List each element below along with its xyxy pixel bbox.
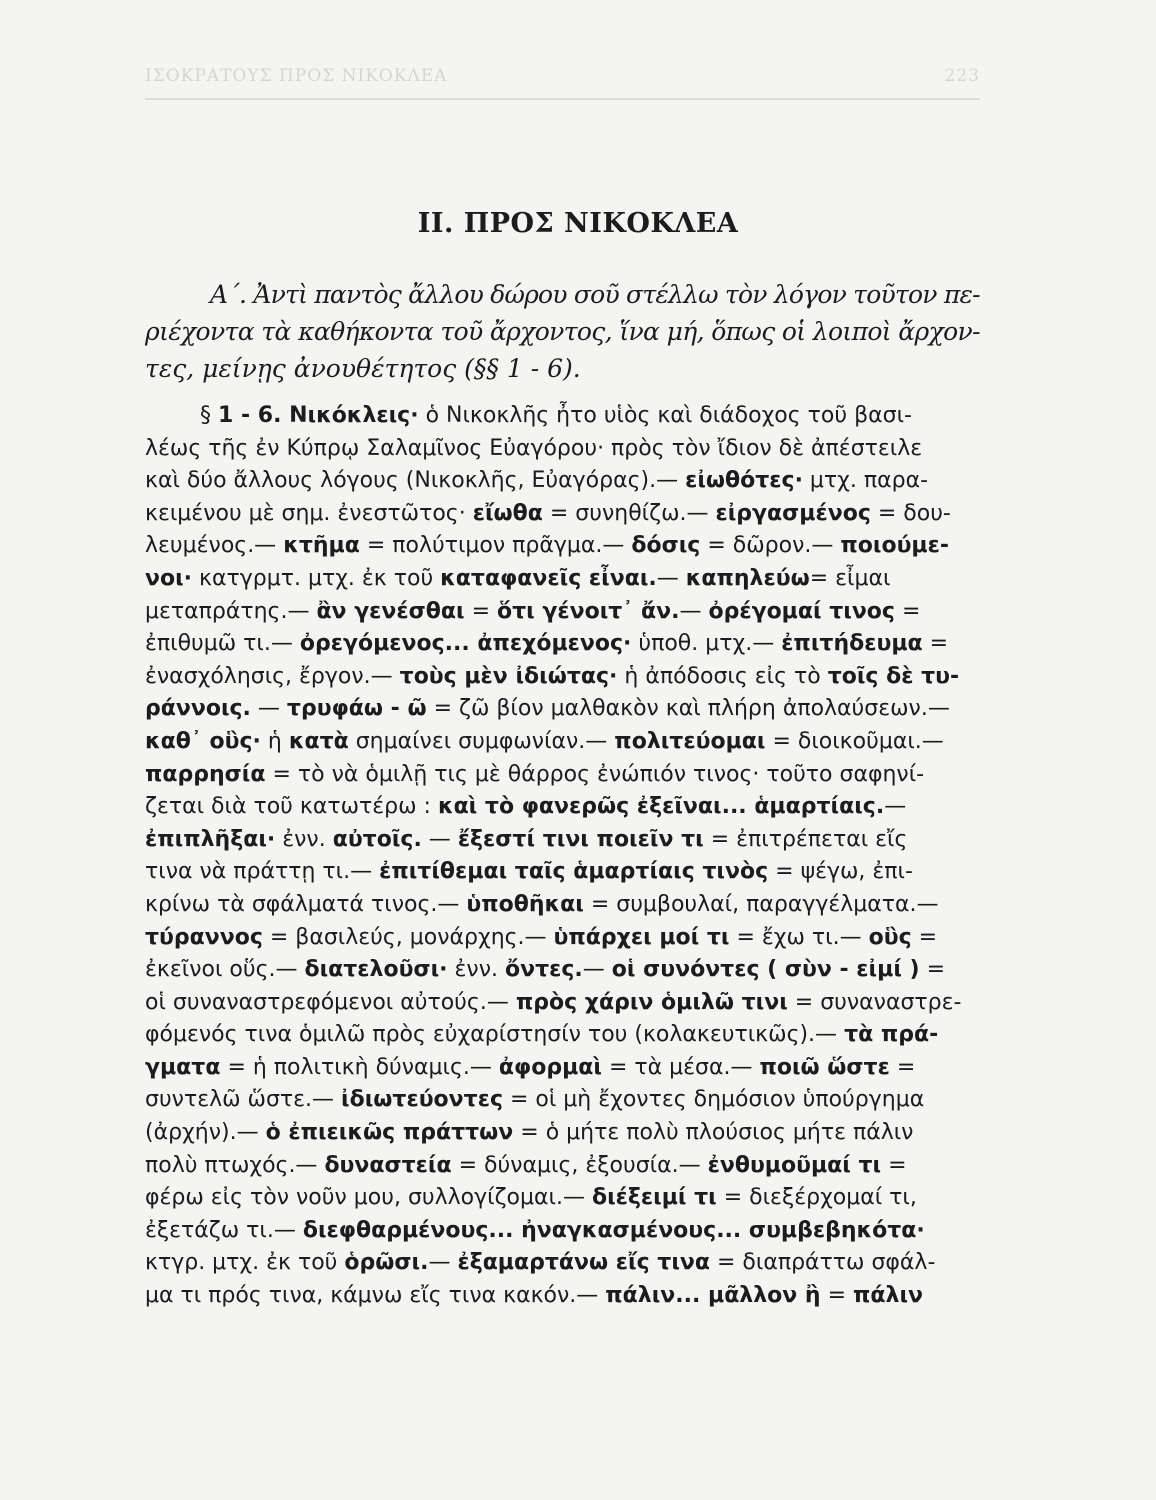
text-line	[145, 889, 990, 922]
gloss: ἐκεῖνοι οὕς.—	[145, 957, 305, 983]
gloss: φόμενός τινα ὁμιλῶ πρὸς εὐχαρίστησίν του (κολακευτικῶς).—	[145, 1022, 845, 1048]
text-line	[145, 954, 990, 987]
gloss: κειμένου μὲ σημ. ἐνεστῶτος·	[145, 500, 473, 526]
bleed-through-header	[145, 66, 980, 86]
lemma: πάλιν... μᾶλλον ἢ	[605, 1283, 821, 1309]
gloss: σημαίνει συμφωνίαν.—	[348, 728, 615, 754]
lemma: ὄντες.	[504, 957, 583, 983]
gloss: =	[922, 631, 949, 657]
gloss: ὁ Νικοκλῆς ἦτο υἱὸς καὶ διάδοχος τοῦ βασι-	[418, 403, 912, 428]
gloss: ἐνασχόλησις, ἔργον.—	[145, 663, 400, 689]
header-rule	[145, 98, 980, 100]
text-line	[145, 1117, 990, 1150]
lemma: παρρησία	[145, 761, 266, 787]
gloss: —	[421, 826, 458, 852]
text-line	[145, 1084, 990, 1117]
lemma: ὑπάρχει μοί τι	[553, 924, 730, 950]
gloss: = ὁ μήτε πολὺ πλούσιος μήτε πάλιν	[513, 1120, 914, 1146]
lemma: τοῖς δὲ τυ-	[827, 663, 960, 689]
gloss: = συναναστρε-	[787, 989, 962, 1015]
summary-line: Α΄. Ἀντὶ παντὸς ἄλλου δώρου σοῦ στέλλω τὸν λόγον τοῦτον πε-	[210, 280, 980, 309]
text-line	[145, 530, 990, 563]
lemma: ὁρῶσι.	[344, 1250, 429, 1276]
lemma: ἐπιτήδευμα	[781, 631, 923, 657]
gloss: —	[582, 957, 612, 983]
gloss: μα τι πρός τινα, κάμνω εἴς τινα κακόν.—	[145, 1283, 606, 1309]
gloss: = συμβουλαί, παραγγέλματα.—	[583, 891, 939, 917]
gloss: κτγρ. μτχ. ἐκ τοῦ	[145, 1250, 345, 1276]
lemma: ἰδιωτεύοντες	[341, 1087, 503, 1113]
gloss: ἐπιθυμῶ τι.—	[145, 631, 300, 657]
lemma: διεφθαρμένους... ἠναγκασμένους... συμβεβηκότα·	[302, 1217, 925, 1243]
summary-paragraph	[145, 276, 980, 387]
lemma: πολιτεύομαι	[614, 728, 766, 754]
text-line	[145, 433, 990, 466]
text-line	[145, 824, 990, 857]
lemma: ἐνθυμοῦμαί τι	[707, 1152, 882, 1178]
text-line	[145, 1215, 990, 1248]
lemma: ἀφορμαὶ	[498, 1054, 602, 1080]
gloss: = τὸ νὰ ὁμιλῇ τις μὲ θάρρος ἐνώπιόν τινος· τοῦτο σαφηνί-	[265, 761, 925, 787]
gloss: λέως τῆς ἐν Κύπρῳ Σαλαμῖνος Εὐαγόρου· πρὸς τὸν ἴδιον δὲ ἀπέστειλε	[145, 435, 923, 461]
gloss: = οἱ μὴ ἔχοντες δημόσιον ὑπούργημα	[502, 1087, 925, 1113]
lemma: αὐτοῖς.	[332, 826, 422, 852]
lemma: ποιούμε-	[840, 533, 949, 559]
lemma: τοὺς μὲν ἰδιώτας·	[399, 663, 618, 689]
lemma: καταφανεῖς εἶναι.	[440, 565, 657, 591]
lemma: κτῆμα	[283, 533, 360, 559]
gloss: —	[250, 696, 287, 722]
gloss: —	[679, 598, 709, 624]
text-line	[145, 1052, 990, 1085]
section-title: II. ΠΡΟΣ ΝΙΚΟΚΛΕΑ	[417, 208, 739, 239]
summary-line: τες, μείνῃς ἀνουθέτητος (§§ 1 - 6).	[145, 354, 581, 383]
text-line	[145, 563, 990, 596]
gloss: = βασιλεύς, μονάρχης.—	[262, 924, 554, 950]
gloss: —	[884, 794, 907, 820]
lemma: νοι·	[145, 565, 193, 591]
lemma: εἰργασμένος	[715, 500, 871, 526]
text-line	[145, 1182, 990, 1215]
lemma: εἴωθα	[472, 500, 543, 526]
lemma: καπηλεύω	[685, 565, 810, 591]
lemma: καθ᾽ οὓς·	[145, 728, 261, 754]
text-line	[145, 987, 990, 1020]
text-line	[145, 465, 990, 498]
commentary-paragraph	[145, 400, 990, 1313]
text-line	[145, 693, 990, 726]
gloss: = διοικοῦμαι.—	[765, 728, 944, 754]
gloss: = δου-	[870, 500, 951, 526]
lemma: τύραννος	[145, 924, 263, 950]
text-line	[145, 1019, 990, 1052]
lemma: τὰ πρά-	[844, 1022, 939, 1048]
gloss: =	[464, 598, 498, 624]
text-line	[145, 726, 990, 759]
gloss: = πολύτιμον πρᾶγμα.—	[359, 533, 632, 559]
gloss: ἐξετάζω τι.—	[145, 1217, 303, 1243]
gloss: = ἔχω τι.—	[729, 924, 869, 950]
gloss: = δῶρον.—	[700, 533, 841, 559]
gloss: =	[881, 1152, 907, 1178]
text-line	[145, 596, 990, 629]
lemma: τρυφάω - ῶ	[286, 696, 427, 722]
lemma: ὅτι γένοιτ᾽ ἄν.	[497, 598, 680, 624]
gloss: = συνηθίζω.—	[542, 500, 716, 526]
gloss: = εἶμαι	[809, 565, 891, 591]
lemma: ἐξαμαρτάνω εἴς τινα	[457, 1250, 711, 1276]
gloss: μτχ. παρα-	[802, 468, 929, 494]
gloss: οἱ συναναστρεφόμενοι αὐτούς.—	[145, 989, 516, 1015]
gloss: = ἐπιτρέπεται εἴς	[703, 826, 908, 852]
gloss: καὶ δύο ἄλλους λόγους (Νικοκλῆς, Εὐαγόρας).—	[145, 468, 686, 494]
lemma: 1 - 6. Νικόκλεις·	[218, 403, 419, 428]
lemma: πρὸς χάριν ὁμιλῶ τινι	[515, 989, 788, 1015]
gloss: =	[911, 924, 938, 950]
gloss: κρίνω τὰ σφάλματά τινος.—	[145, 891, 467, 917]
gloss: μεταπράτης.—	[145, 598, 317, 624]
gloss: ἐνν.	[275, 826, 333, 852]
text-line	[145, 1150, 990, 1183]
text-line	[145, 856, 990, 889]
lemma: διατελοῦσι·	[304, 957, 448, 983]
gloss: = διεξέρχομαί τι,	[716, 1185, 917, 1211]
lemma: ὀρεγόμενος... ἀπεχόμενος·	[299, 631, 632, 657]
lemma: ὀρέγομαί τινος	[708, 598, 895, 624]
text-line	[145, 498, 990, 531]
gloss: =	[894, 598, 921, 624]
lemma: ἔξεστί τινι ποιεῖν τι	[457, 826, 704, 852]
lemma: ἐπιπλῆξαι·	[145, 826, 276, 852]
gloss: ζεται διὰ τοῦ κατωτέρω :	[145, 794, 438, 820]
gloss: τινα νὰ πράττῃ τι.—	[145, 859, 380, 885]
lemma: δόσις	[631, 533, 701, 559]
gloss: =	[919, 957, 946, 983]
gloss: = ζῶ βίον μαλθακὸν καὶ πλήρη ἀπολαύσεων.—	[426, 696, 950, 722]
text-line	[145, 400, 990, 433]
gloss: ἐνν.	[447, 957, 505, 983]
page-number: 223	[944, 66, 980, 86]
text-line	[145, 791, 990, 824]
gloss: —	[428, 1250, 458, 1276]
gloss: =	[889, 1054, 916, 1080]
lemma: πάλιν	[853, 1283, 923, 1309]
lemma: ὁ ἐπιεικῶς πράττων	[265, 1120, 514, 1146]
gloss: φέρω εἰς τὸν νοῦν μου, συλλογίζομαι.—	[145, 1185, 592, 1211]
gloss: = ψέγω, ἐπι-	[768, 859, 913, 885]
text-line	[145, 922, 990, 955]
text-line	[145, 759, 990, 792]
lemma: ἐπιτίθεμαι ταῖς ἁμαρτίαις τινὸς	[379, 859, 769, 885]
lemma: οὓς	[868, 924, 912, 950]
text-line	[145, 628, 990, 661]
gloss: = τὰ μέσα.—	[601, 1054, 760, 1080]
gloss: συντελῶ ὥστε.—	[145, 1087, 342, 1113]
lemma: κατὰ	[288, 728, 349, 754]
lemma: ράννοις.	[145, 696, 251, 722]
lemma: ἂν γενέσθαι	[316, 598, 465, 624]
gloss: (ἀρχήν).—	[145, 1120, 266, 1146]
gloss: ὑποθ. μτχ.—	[631, 631, 782, 657]
lemma: καὶ τὸ φανερῶς ἐξεῖναι... ἁμαρτίαις.	[437, 794, 885, 820]
gloss: ἡ ἀπόδοσις εἰς τὸ	[617, 663, 828, 689]
running-title: ΙΣΟΚΡΑΤΟΥΣ ΠΡΟΣ ΝΙΚΟΚΛΕΑ	[145, 66, 448, 86]
gloss: —	[656, 565, 686, 591]
text-line	[145, 1280, 990, 1313]
gloss: §	[200, 403, 218, 428]
gloss: = ἡ πολιτικὴ δύναμις.—	[220, 1054, 499, 1080]
gloss: =	[820, 1283, 853, 1309]
lemma: διέξειμί τι	[591, 1185, 717, 1211]
gloss: = δύναμις, ἐξουσία.—	[451, 1152, 708, 1178]
text-line	[145, 1247, 990, 1280]
gloss: λευμένος.—	[145, 533, 284, 559]
lemma: δυναστεία	[324, 1152, 452, 1178]
lemma: ποιῶ ὥστε	[759, 1054, 890, 1080]
lemma: οἱ συνόντες ( σὺν - εἰμί )	[611, 957, 920, 983]
lemma: γματα	[145, 1054, 221, 1080]
gloss: κατγρμτ. μτχ. ἐκ τοῦ	[192, 565, 441, 591]
gloss: = διαπράττω σφάλ-	[710, 1250, 936, 1276]
lemma: εἰωθότες·	[685, 468, 803, 494]
gloss: ἡ	[260, 728, 289, 754]
lemma: ὑποθῆκαι	[466, 891, 584, 917]
text-line	[145, 661, 990, 694]
gloss: πολὺ πτωχός.—	[145, 1152, 325, 1178]
summary-line: ριέχοντα τὰ καθήκοντα τοῦ ἄρχοντος, ἵνα μή, ὅπως οἱ λοιποὶ ἄρχον-	[145, 317, 980, 346]
